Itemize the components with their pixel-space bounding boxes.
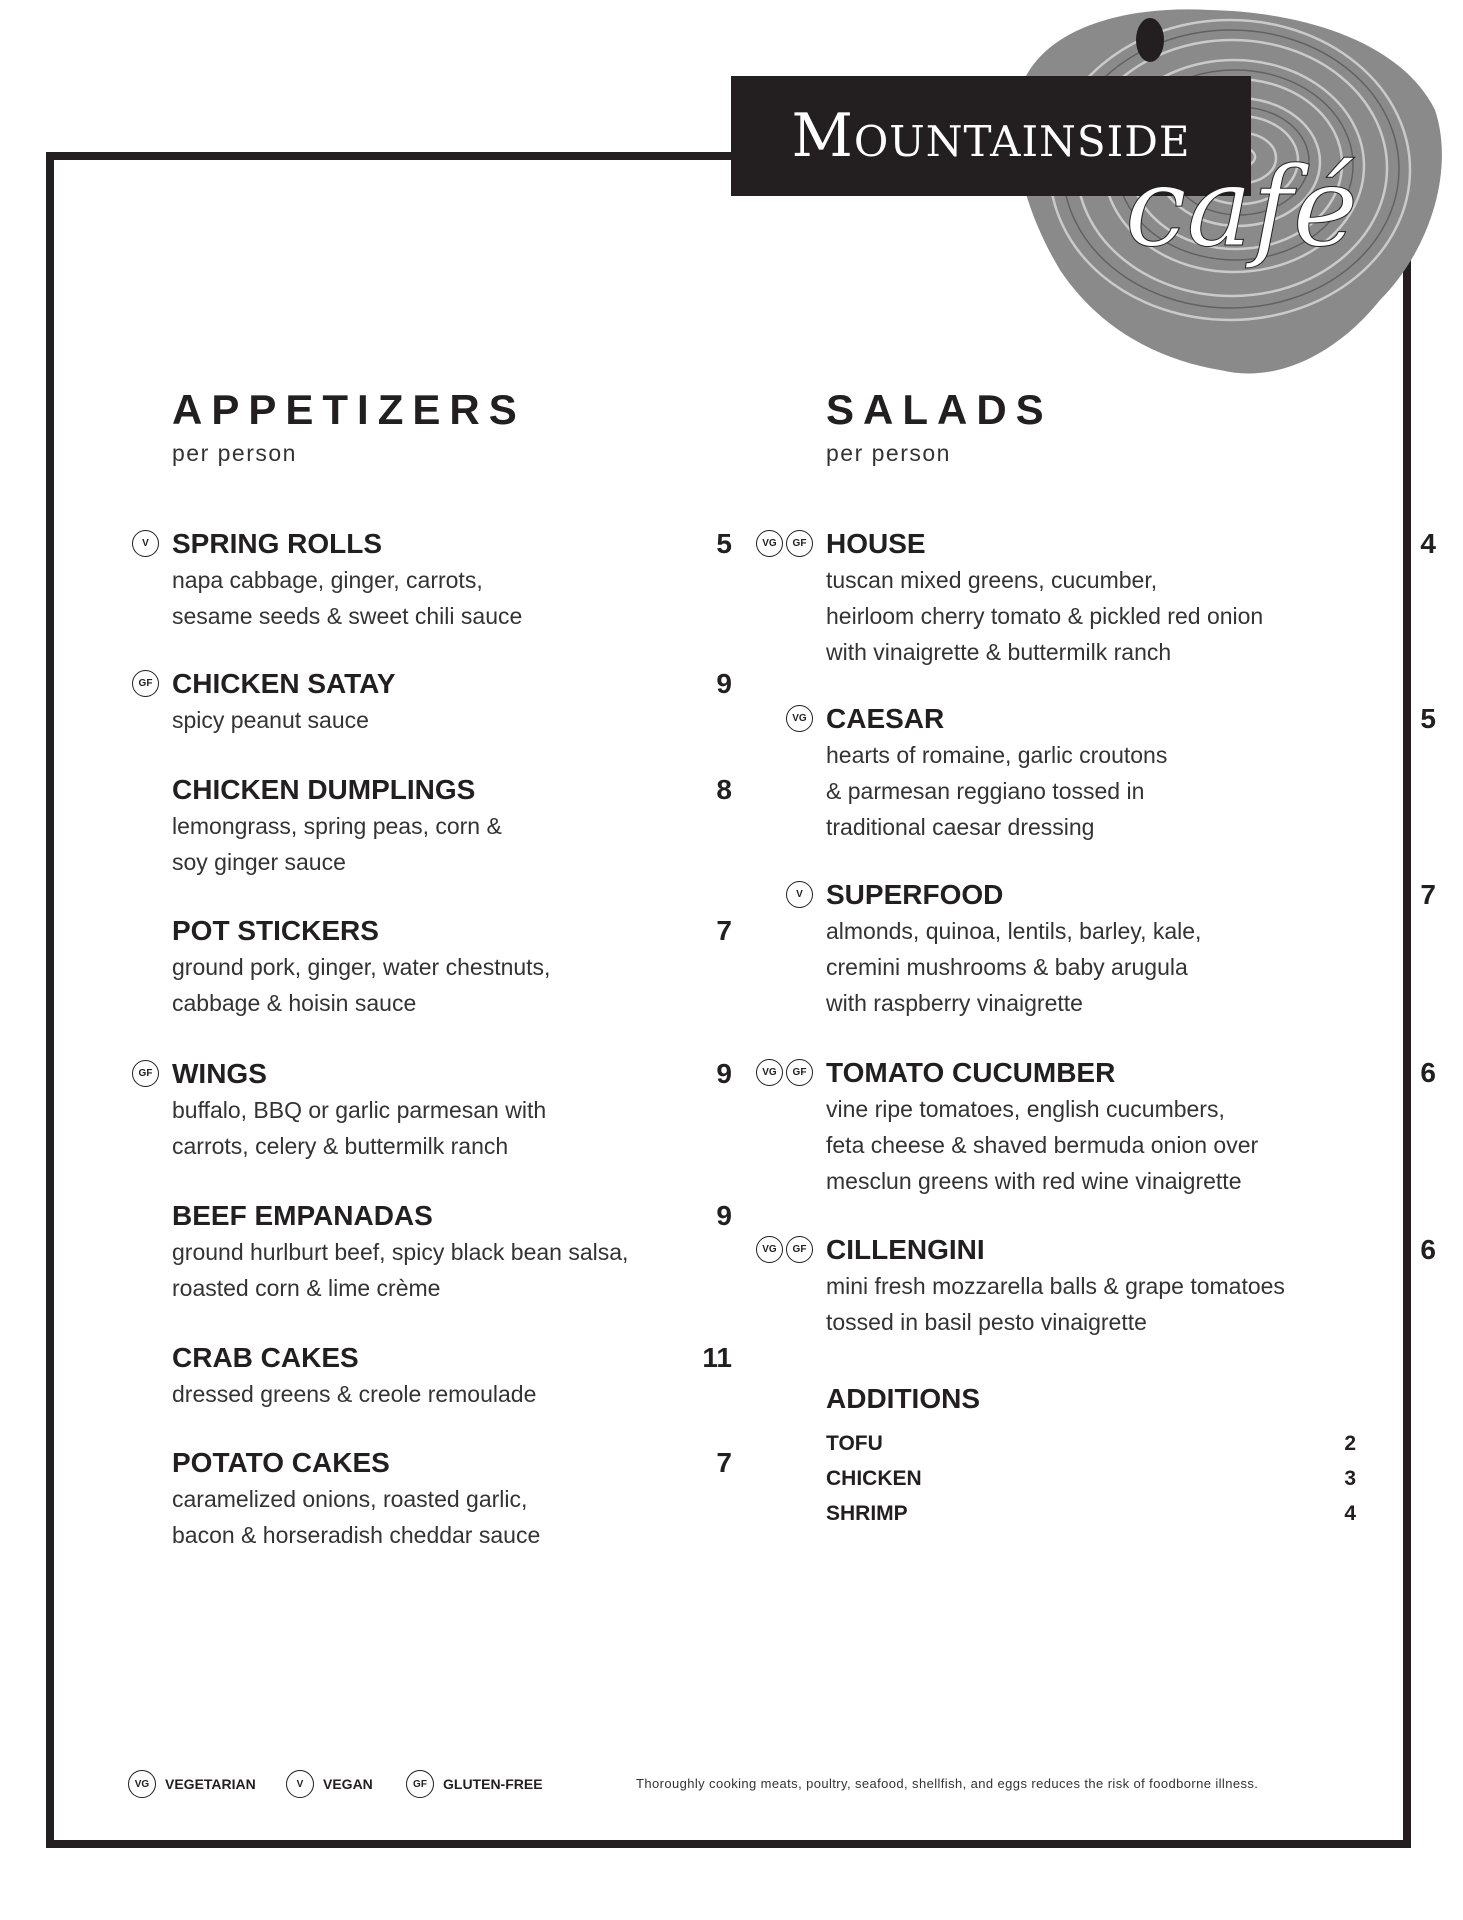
addition-name: SHRIMP (826, 1502, 908, 1525)
menu-item-header (138, 668, 732, 702)
menu-item-price: 7 (716, 1447, 732, 1478)
menu-item-description: with vinaigrette & buttermilk ranch (826, 639, 1172, 665)
menu-item-description: dressed greens & creole remoulade (172, 1381, 537, 1407)
dietary-badges (132, 530, 159, 557)
menu-item-header (172, 1447, 732, 1481)
dietary-badges (786, 705, 813, 732)
menu-item-header (172, 915, 732, 949)
gluten-free-badge-icon: GF (132, 670, 159, 697)
legend-vegetarian (128, 1770, 256, 1798)
vegetarian-badge-icon: VG (756, 1236, 783, 1263)
menu-item (796, 879, 1436, 1021)
menu-item-description: carrots, celery & buttermilk ranch (172, 1133, 509, 1159)
menu-item (172, 774, 732, 880)
addition-name: TOFU (826, 1432, 883, 1455)
legend-label: VEGAN (323, 1776, 373, 1792)
menu-item-description: with raspberry vinaigrette (826, 990, 1083, 1016)
menu-item-description: heirloom cherry tomato & pickled red onion (826, 603, 1264, 629)
menu-item-price: 4 (1420, 528, 1436, 559)
menu-item-description: & parmesan reggiano tossed in (826, 778, 1145, 804)
menu-item-header (142, 528, 732, 562)
gluten-free-badge-icon: GF (406, 1770, 434, 1798)
appetizers-subtitle: per person (172, 440, 297, 466)
menu-item-name: CRAB CAKES (172, 1342, 359, 1373)
menu-item-description: bacon & horseradish cheddar sauce (172, 1522, 541, 1548)
menu-item-name: CHICKEN DUMPLINGS (172, 774, 476, 805)
food-safety-disclaimer: Thoroughly cooking meats, poultry, seafood, shellfish, and eggs reduces the risk of foodborne illness. (636, 1776, 1259, 1791)
legend-label: VEGETARIAN (165, 1776, 256, 1792)
menu-item-price: 11 (702, 1342, 732, 1373)
menu-item-header (172, 774, 732, 808)
addition-price: 4 (1344, 1502, 1356, 1525)
menu-item-name: POTATO CAKES (172, 1447, 390, 1478)
menu-item-name: SPRING ROLLS (172, 528, 383, 559)
menu-item-header (172, 1200, 732, 1234)
menu-item-name: POT STICKERS (172, 915, 379, 946)
menu-item-header (172, 1342, 732, 1376)
menu-item-price: 9 (716, 1200, 732, 1231)
brand-name: Mountainside (791, 101, 1191, 171)
menu-item-price: 7 (1420, 879, 1436, 910)
menu-item-description: ground pork, ginger, water chestnuts, (172, 954, 551, 980)
vegetarian-badge-icon: VG (786, 705, 813, 732)
addition-name: CHICKEN (826, 1467, 922, 1490)
dietary-badges (786, 881, 813, 908)
menu-item-description: cremini mushrooms & baby arugula (826, 954, 1188, 980)
menu-item-price: 8 (716, 774, 732, 805)
menu-item-header (762, 528, 1436, 562)
dietary-badges (756, 1236, 813, 1263)
vegan-badge-icon: V (132, 530, 159, 557)
gluten-free-badge-icon: GF (786, 530, 813, 557)
menu-item-description: mini fresh mozzarella balls & grape tomatoes (826, 1273, 1285, 1299)
menu-item-header (138, 1058, 732, 1092)
menu-item-description: lemongrass, spring peas, corn & (172, 813, 502, 839)
gluten-free-badge-icon: GF (132, 1060, 159, 1087)
menu-item-description: traditional caesar dressing (826, 814, 1095, 840)
menu-item-price: 5 (1420, 703, 1436, 734)
menu-item-name: CILLENGINI (826, 1234, 985, 1265)
dietary-badges (756, 1059, 813, 1086)
menu-item-description: mesclun greens with red wine vinaigrette (826, 1168, 1242, 1194)
menu-item (172, 1200, 732, 1306)
brand-script: café (1125, 143, 1358, 271)
menu-item-description: tossed in basil pesto vinaigrette (826, 1309, 1147, 1335)
menu-item-description: roasted corn & lime crème (172, 1275, 441, 1301)
gluten-free-badge-icon: GF (786, 1059, 813, 1086)
menu-item-price: 9 (716, 1058, 732, 1089)
menu-item-price: 5 (716, 528, 732, 559)
menu-item (762, 528, 1436, 670)
menu-item-price: 9 (716, 668, 732, 699)
addition-price: 3 (1344, 1467, 1356, 1490)
dietary-badges (132, 1060, 159, 1087)
menu-item (172, 915, 732, 1021)
menu-item (138, 1058, 732, 1164)
vegetarian-badge-icon: VG (756, 1059, 783, 1086)
menu-item-description: soy ginger sauce (172, 849, 346, 875)
vegan-badge-icon: V (286, 1770, 314, 1798)
menu-item-description: hearts of romaine, garlic croutons (826, 742, 1168, 768)
menu-item-description: spicy peanut sauce (172, 707, 369, 733)
menu-item-header (796, 879, 1436, 913)
menu-item-description: vine ripe tomatoes, english cucumbers, (826, 1096, 1225, 1122)
menu-item-price: 6 (1420, 1234, 1436, 1265)
dietary-badges (132, 670, 159, 697)
menu-item-name: BEEF EMPANADAS (172, 1200, 433, 1231)
menu-item (172, 1342, 732, 1412)
menu-item (138, 668, 732, 738)
menu-item-description: cabbage & hoisin sauce (172, 990, 417, 1016)
menu-item (172, 1447, 732, 1553)
legend-vegan (286, 1770, 373, 1798)
menu-item (142, 528, 732, 634)
menu-item-description: sesame seeds & sweet chili sauce (172, 603, 523, 629)
menu-item-name: CAESAR (826, 703, 945, 734)
salads-title: SALADS (826, 386, 1053, 433)
legend-gluten-free (406, 1770, 543, 1798)
menu-item-description: caramelized onions, roasted garlic, (172, 1486, 528, 1512)
gluten-free-badge-icon: GF (786, 1236, 813, 1263)
menu-item-name: WINGS (172, 1058, 267, 1089)
addition-row (826, 1502, 1356, 1526)
menu-item (762, 1234, 1436, 1340)
menu-item-price: 7 (716, 915, 732, 946)
menu-item-description: almonds, quinoa, lentils, barley, kale, (826, 918, 1202, 944)
menu-item-price: 6 (1420, 1057, 1436, 1088)
menu-item-header (762, 1234, 1436, 1268)
salads-subtitle: per person (826, 440, 951, 466)
vegetarian-badge-icon: VG (756, 530, 783, 557)
menu-item-description: buffalo, BBQ or garlic parmesan with (172, 1097, 547, 1123)
menu-item-name: SUPERFOOD (826, 879, 1004, 910)
dietary-badges (756, 530, 813, 557)
menu-item-description: tuscan mixed greens, cucumber, (826, 567, 1158, 593)
cafe-script-wordmark (1120, 140, 1450, 300)
additions-title: ADDITIONS (826, 1383, 980, 1414)
menu-item (792, 703, 1436, 845)
addition-row (826, 1467, 1356, 1491)
menu-item-name: HOUSE (826, 528, 926, 559)
menu-item-name: TOMATO CUCUMBER (826, 1057, 1116, 1088)
menu-item-description: napa cabbage, ginger, carrots, (172, 567, 483, 593)
addition-price: 2 (1344, 1432, 1356, 1455)
vegan-badge-icon: V (786, 881, 813, 908)
appetizers-title: APPETIZERS (172, 386, 526, 433)
menu-item (762, 1057, 1436, 1199)
menu-item-description: ground hurlburt beef, spicy black bean salsa, (172, 1239, 629, 1265)
menu-item-description: feta cheese & shaved bermuda onion over (826, 1132, 1259, 1158)
menu-item-header (762, 1057, 1436, 1091)
legend-label: GLUTEN-FREE (443, 1776, 543, 1792)
menu-item-header (792, 703, 1436, 737)
addition-row (826, 1432, 1356, 1456)
vegetarian-badge-icon: VG (128, 1770, 156, 1798)
menu-item-name: CHICKEN SATAY (172, 668, 396, 699)
